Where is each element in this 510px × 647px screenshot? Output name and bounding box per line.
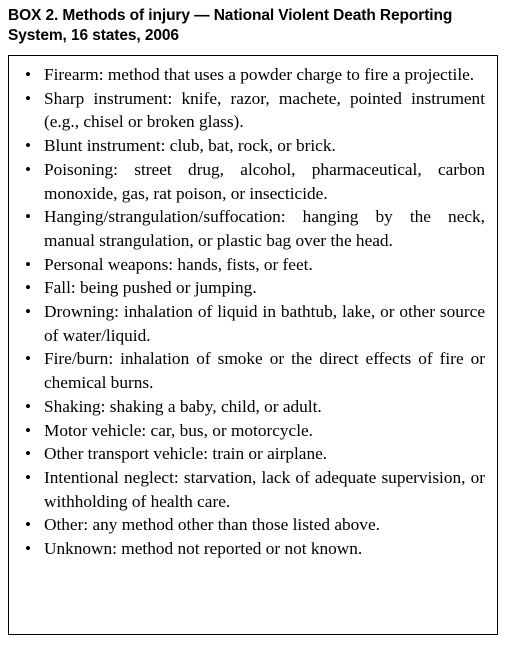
- box-title: BOX 2. Methods of injury — National Violent Death Reporting System, 16 states, 2006: [8, 7, 453, 44]
- list-item-text: Blunt instrument: club, bat, rock, or brick.: [44, 136, 336, 156]
- list-item-blunt-instrument: [23, 134, 485, 158]
- list-item-other: [23, 513, 485, 537]
- list-item-text: Fall: being pushed or jumping.: [44, 278, 257, 298]
- bullet-icon: •: [25, 444, 32, 464]
- list-item-text: Shaking: shaking a baby, child, or adult.: [44, 396, 322, 416]
- list-item-text: Motor vehicle: car, bus, or motorcycle.: [44, 420, 313, 440]
- list-item-hanging: [23, 205, 485, 252]
- list-item-shaking: [23, 395, 485, 419]
- list-item-unknown: [23, 537, 485, 561]
- bullet-icon: •: [25, 302, 32, 322]
- list-item-firearm: [23, 63, 485, 87]
- bullet-icon: •: [25, 254, 32, 274]
- bullet-icon: •: [25, 159, 32, 179]
- list-item-personal-weapons: [23, 253, 485, 277]
- list-item-text: Hanging/strangulation/suffocation: hanging by the neck, manual strangulation, or plastic bag over the head.: [44, 207, 485, 250]
- list-item-text: Poisoning: street drug, alcohol, pharmaceutical, carbon monoxide, gas, rat poison, or insecticide.: [44, 159, 485, 203]
- bullet-icon: •: [25, 539, 32, 559]
- list-item-text: Intentional neglect: starvation, lack of adequate supervision, or withholding of health care.: [44, 467, 485, 511]
- methods-box: [8, 55, 498, 635]
- bullet-icon: •: [25, 136, 32, 156]
- bullet-icon: •: [25, 207, 32, 227]
- bullet-icon: •: [25, 278, 32, 298]
- list-item-fire-burn: [23, 347, 485, 394]
- list-item-text: Firearm: method that uses a powder charge to fire a projectile.: [44, 65, 475, 84]
- bullet-icon: •: [25, 420, 32, 440]
- bullet-icon: •: [25, 65, 32, 84]
- bullet-icon: •: [25, 88, 32, 108]
- bullet-icon: •: [25, 467, 32, 487]
- list-item-text: Personal weapons: hands, fists, or feet.: [44, 254, 313, 274]
- list-item-other-transport: [23, 442, 485, 466]
- list-item-text: Other: any method other than those listed above.: [44, 515, 380, 535]
- list-item-sharp-instrument: [23, 87, 485, 134]
- bullet-icon: •: [25, 396, 32, 416]
- list-item-drowning: [23, 300, 485, 347]
- bullet-icon: •: [25, 349, 32, 369]
- list-item-intentional-neglect: [23, 466, 485, 513]
- list-item-text: Drowning: inhalation of liquid in bathtub, lake, or other source of water/liquid.: [44, 302, 485, 345]
- list-item-fall: [23, 276, 485, 300]
- list-item-motor-vehicle: [23, 419, 485, 443]
- list-item-text: Unknown: method not reported or not known.: [44, 539, 363, 559]
- list-item-text: Sharp instrument: knife, razor, machete, pointed instrument (e.g., chisel or broken glass).: [44, 88, 485, 132]
- list-item-poisoning: [23, 158, 485, 205]
- methods-list: [23, 63, 485, 561]
- bullet-icon: •: [25, 515, 32, 535]
- list-item-text: Other transport vehicle: train or airplane.: [44, 444, 328, 464]
- list-item-text: Fire/burn: inhalation of smoke or the direct effects of fire or chemical burns.: [44, 349, 485, 393]
